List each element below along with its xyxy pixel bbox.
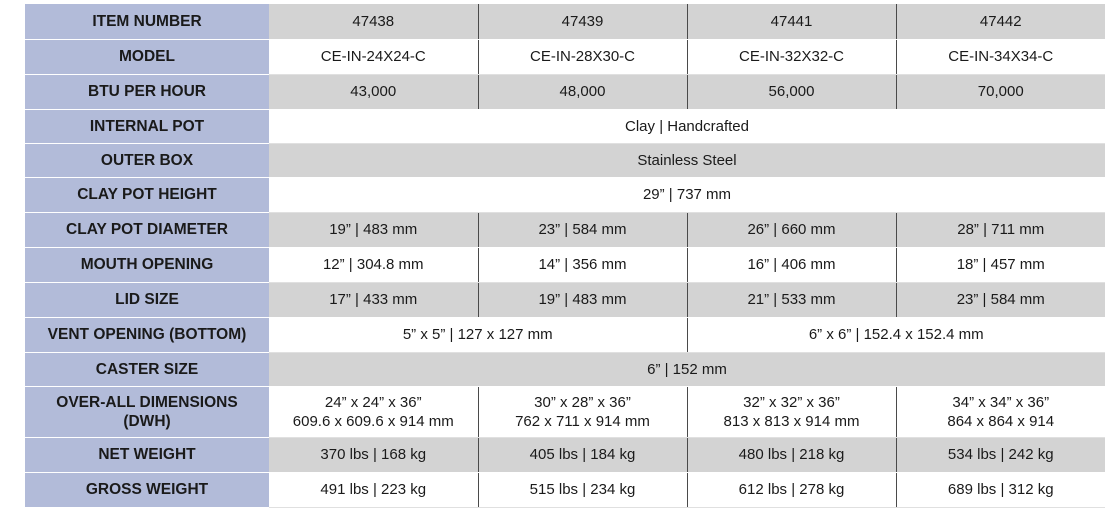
cell-value: 515 lbs | 234 kg: [478, 472, 687, 507]
cell-line1: 24” x 24” x 36”: [324, 393, 422, 411]
row-label: INTERNAL POT: [25, 109, 269, 143]
row-label: CASTER SIZE: [25, 352, 269, 386]
row-label: CLAY POT HEIGHT: [25, 177, 269, 212]
cell-value: 19” | 483 mm: [478, 282, 687, 317]
row-outer-box: [25, 143, 1105, 177]
cell-value: 5” x 5” | 127 x 127 mm: [269, 317, 687, 352]
cell-value: 43,000: [269, 74, 478, 109]
row-label: LID SIZE: [25, 282, 269, 317]
row-btu-per-hour: [25, 74, 1105, 109]
cell-value: 17” | 433 mm: [269, 282, 478, 317]
cell-value: 480 lbs | 218 kg: [687, 437, 896, 472]
row-internal-pot: [25, 109, 1105, 143]
row-label: VENT OPENING (BOTTOM): [25, 317, 269, 352]
row-vent-opening: [25, 317, 1105, 352]
cell-value: 6” x 6” | 152.4 x 152.4 mm: [687, 317, 1105, 352]
cell-value: Stainless Steel: [269, 143, 1105, 177]
spec-table: [25, 4, 1105, 508]
cell-value: [687, 386, 896, 437]
row-item-number: [25, 4, 1105, 39]
row-label: MODEL: [25, 39, 269, 74]
row-label-line2: (DWH): [123, 412, 171, 430]
cell-line2: 762 x 711 x 914 mm: [515, 412, 650, 430]
cell-value: 370 lbs | 168 kg: [269, 437, 478, 472]
row-label: CLAY POT DIAMETER: [25, 212, 269, 247]
cell-value: 12” | 304.8 mm: [269, 247, 478, 282]
row-clay-pot-diameter: [25, 212, 1105, 247]
cell-line1: 32” x 32” x 36”: [743, 393, 840, 411]
row-label: [25, 386, 269, 437]
cell-value: 21” | 533 mm: [687, 282, 896, 317]
row-gross-weight: [25, 472, 1105, 507]
cell-value: 534 lbs | 242 kg: [896, 437, 1105, 472]
cell-value: CE-IN-24X24-C: [269, 39, 478, 74]
cell-value: 47442: [896, 4, 1105, 39]
cell-value: 29” | 737 mm: [269, 177, 1105, 212]
cell-value: 70,000: [896, 74, 1105, 109]
cell-value: 56,000: [687, 74, 896, 109]
cell-value: 47441: [687, 4, 896, 39]
cell-value: 405 lbs | 184 kg: [478, 437, 687, 472]
cell-value: [896, 386, 1105, 437]
cell-value: 689 lbs | 312 kg: [896, 472, 1105, 507]
row-label: MOUTH OPENING: [25, 247, 269, 282]
row-overall-dimensions: [25, 386, 1105, 437]
row-label: ITEM NUMBER: [25, 4, 269, 39]
cell-value: CE-IN-28X30-C: [478, 39, 687, 74]
row-label: NET WEIGHT: [25, 437, 269, 472]
row-label-line1: OVER-ALL DIMENSIONS: [56, 393, 238, 411]
row-label: BTU PER HOUR: [25, 74, 269, 109]
cell-value: 28” | 711 mm: [896, 212, 1105, 247]
cell-value: 47438: [269, 4, 478, 39]
cell-value: 47439: [478, 4, 687, 39]
cell-line1: 30” x 28” x 36”: [534, 393, 631, 411]
row-model: [25, 39, 1105, 74]
row-mouth-opening: [25, 247, 1105, 282]
cell-value: 23” | 584 mm: [478, 212, 687, 247]
cell-value: 23” | 584 mm: [896, 282, 1105, 317]
cell-value: CE-IN-32X32-C: [687, 39, 896, 74]
cell-value: 26” | 660 mm: [687, 212, 896, 247]
cell-line2: 864 x 864 x 914: [947, 412, 1055, 430]
cell-value: 14” | 356 mm: [478, 247, 687, 282]
cell-value: [269, 386, 478, 437]
cell-value: 16” | 406 mm: [687, 247, 896, 282]
cell-value: 18” | 457 mm: [896, 247, 1105, 282]
cell-value: 6” | 152 mm: [269, 352, 1105, 386]
row-net-weight: [25, 437, 1105, 472]
cell-value: [478, 386, 687, 437]
cell-value: Clay | Handcrafted: [269, 109, 1105, 143]
row-caster-size: [25, 352, 1105, 386]
cell-value: 491 lbs | 223 kg: [269, 472, 478, 507]
cell-line2: 609.6 x 609.6 x 914 mm: [292, 412, 454, 430]
row-label: GROSS WEIGHT: [25, 472, 269, 507]
cell-value: 48,000: [478, 74, 687, 109]
row-lid-size: [25, 282, 1105, 317]
cell-value: CE-IN-34X34-C: [896, 39, 1105, 74]
cell-line1: 34” x 34” x 36”: [952, 393, 1050, 411]
cell-value: 19” | 483 mm: [269, 212, 478, 247]
row-label: OUTER BOX: [25, 143, 269, 177]
cell-line2: 813 x 813 x 914 mm: [723, 412, 860, 430]
row-clay-pot-height: [25, 177, 1105, 212]
cell-value: 612 lbs | 278 kg: [687, 472, 896, 507]
